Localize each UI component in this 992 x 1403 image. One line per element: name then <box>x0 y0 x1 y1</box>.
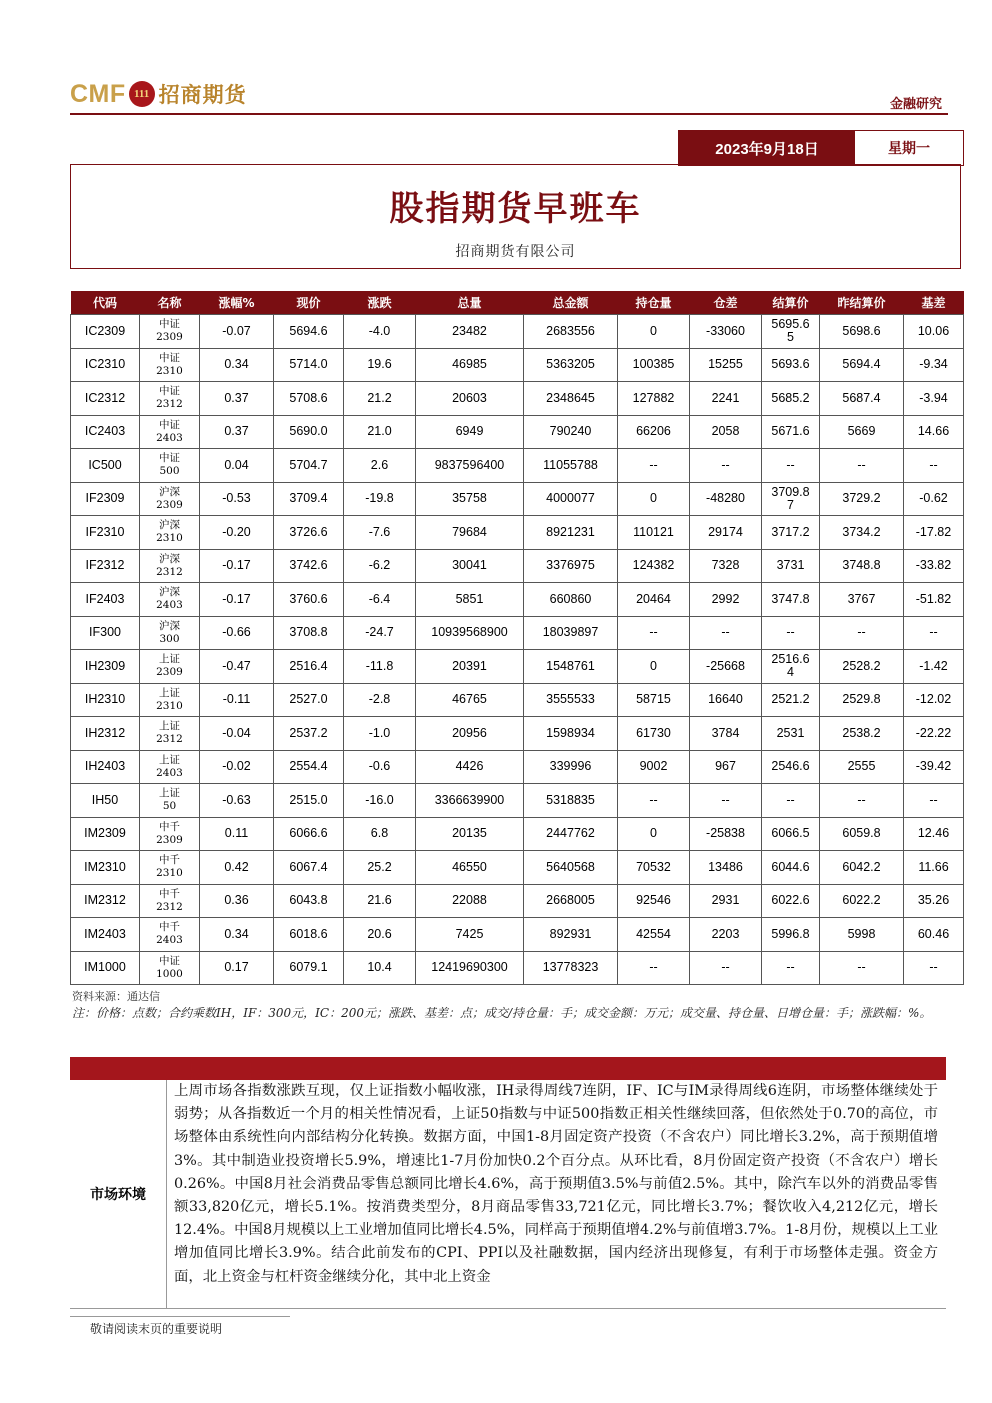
table-row <box>71 348 964 382</box>
table-cell: 20391 <box>416 650 524 684</box>
table-cell: 中千 2312 <box>140 884 200 918</box>
table-cell: 2.6 <box>344 449 416 483</box>
table-cell: -19.8 <box>344 482 416 516</box>
table-cell: -0.02 <box>200 750 274 784</box>
page-title: 股指期货早班车 <box>389 189 642 229</box>
table-row <box>71 717 964 751</box>
table-cell: 21.6 <box>344 884 416 918</box>
header-divider <box>70 113 948 115</box>
table-cell: 2528.2 <box>820 650 904 684</box>
table-cell: -- <box>618 951 690 985</box>
table-cell: -11.8 <box>344 650 416 684</box>
table-cell: 790240 <box>524 415 618 449</box>
table-cell: 0 <box>618 482 690 516</box>
table-cell: 上证 2309 <box>140 650 200 684</box>
table-cell: 22088 <box>416 884 524 918</box>
table-cell: 46765 <box>416 683 524 717</box>
table-cell: 16640 <box>690 683 762 717</box>
table-cell: 7328 <box>690 549 762 583</box>
table-row <box>71 449 964 483</box>
table-cell: 2516.4 <box>274 650 344 684</box>
table-cell: -- <box>762 449 820 483</box>
table-cell: 967 <box>690 750 762 784</box>
table-cell: 5851 <box>416 583 524 617</box>
table-cell: 13778323 <box>524 951 618 985</box>
table-cell: 5694.6 <box>274 315 344 349</box>
table-cell: -7.6 <box>344 516 416 550</box>
table-cell: 6067.4 <box>274 851 344 885</box>
table-cell: 0.17 <box>200 951 274 985</box>
table-cell: 5695.6 5 <box>762 315 820 349</box>
table-cell: 5669 <box>820 415 904 449</box>
table-cell: 29174 <box>690 516 762 550</box>
table-cell: 8921231 <box>524 516 618 550</box>
table-cell: 11055788 <box>524 449 618 483</box>
table-cell: -25838 <box>690 817 762 851</box>
table-cell: 6079.1 <box>274 951 344 985</box>
table-cell: IF2403 <box>71 583 140 617</box>
table-cell: 中证 2309 <box>140 315 200 349</box>
table-cell: 660860 <box>524 583 618 617</box>
table-cell: 2203 <box>690 918 762 952</box>
table-cell: 21.0 <box>344 415 416 449</box>
table-cell: 2931 <box>690 884 762 918</box>
table-cell: 0.37 <box>200 382 274 416</box>
table-cell: 2531 <box>762 717 820 751</box>
table-cell: IH2310 <box>71 683 140 717</box>
table-cell: -33.82 <box>904 549 964 583</box>
table-cell: -4.0 <box>344 315 416 349</box>
table-body <box>71 315 964 985</box>
table-cell: IM2310 <box>71 851 140 885</box>
column-header: 涨跌 <box>344 291 416 315</box>
table-cell: -- <box>904 784 964 818</box>
table-cell: -0.63 <box>200 784 274 818</box>
table-cell: -39.42 <box>904 750 964 784</box>
table-cell: 6059.8 <box>820 817 904 851</box>
table-cell: -0.62 <box>904 482 964 516</box>
column-header: 代码 <box>71 291 140 315</box>
table-cell: -3.94 <box>904 382 964 416</box>
table-cell: -0.53 <box>200 482 274 516</box>
table-row <box>71 415 964 449</box>
table-cell: 9002 <box>618 750 690 784</box>
table-cell: 92546 <box>618 884 690 918</box>
table-cell: 5363205 <box>524 348 618 382</box>
table-cell: 2538.2 <box>820 717 904 751</box>
table-cell: 6066.5 <box>762 817 820 851</box>
table-cell: 3366639900 <box>416 784 524 818</box>
table-cell: IM2403 <box>71 918 140 952</box>
table-cell: 3709.8 7 <box>762 482 820 516</box>
table-cell: 20.6 <box>344 918 416 952</box>
company-name: 招商期货有限公司 <box>455 244 576 260</box>
table-cell: 0.04 <box>200 449 274 483</box>
table-cell: 20135 <box>416 817 524 851</box>
table-row <box>71 549 964 583</box>
table-cell: -0.20 <box>200 516 274 550</box>
table-cell: 5704.7 <box>274 449 344 483</box>
table-cell: 5694.4 <box>820 348 904 382</box>
table-cell: IC2403 <box>71 415 140 449</box>
column-header: 基差 <box>904 291 964 315</box>
table-cell: 沪深 2310 <box>140 516 200 550</box>
table-cell: 0.34 <box>200 348 274 382</box>
table-cell: -- <box>820 449 904 483</box>
table-cell: -- <box>904 951 964 985</box>
table-cell: 9837596400 <box>416 449 524 483</box>
table-cell: 2529.8 <box>820 683 904 717</box>
table-cell: 6066.6 <box>274 817 344 851</box>
table-cell: 上证 2403 <box>140 750 200 784</box>
table-cell: 中千 2310 <box>140 851 200 885</box>
table-cell: 79684 <box>416 516 524 550</box>
table-row <box>71 918 964 952</box>
table-cell: -- <box>690 616 762 650</box>
table-cell: -0.04 <box>200 717 274 751</box>
table-cell: 中证 2310 <box>140 348 200 382</box>
department-label: 金融研究 <box>889 97 942 112</box>
table-cell: -9.34 <box>904 348 964 382</box>
table-cell: 沪深 2309 <box>140 482 200 516</box>
table-cell: 2527.0 <box>274 683 344 717</box>
table-row <box>71 482 964 516</box>
table-cell: 沪深 300 <box>140 616 200 650</box>
table-cell: IF300 <box>71 616 140 650</box>
table-cell: -16.0 <box>344 784 416 818</box>
table-cell: 5318835 <box>524 784 618 818</box>
table-cell: -51.82 <box>904 583 964 617</box>
table-cell: 2554.4 <box>274 750 344 784</box>
table-cell: -- <box>690 449 762 483</box>
table-cell: 6022.2 <box>820 884 904 918</box>
table-cell: 14.66 <box>904 415 964 449</box>
section-header-bar <box>70 1057 946 1080</box>
table-cell: IC2309 <box>71 315 140 349</box>
table-cell: 35758 <box>416 482 524 516</box>
table-row <box>71 583 964 617</box>
column-header: 名称 <box>140 291 200 315</box>
table-cell: 5698.6 <box>820 315 904 349</box>
table-cell: 0 <box>618 650 690 684</box>
table-row <box>71 784 964 818</box>
table-cell: 35.26 <box>904 884 964 918</box>
column-header: 总金额 <box>524 291 618 315</box>
table-cell: -1.0 <box>344 717 416 751</box>
table-cell: 中证 1000 <box>140 951 200 985</box>
table-cell: 61730 <box>618 717 690 751</box>
table-cell: 5690.0 <box>274 415 344 449</box>
table-cell: IF2312 <box>71 549 140 583</box>
table-cell: 18039897 <box>524 616 618 650</box>
table-cell: IH2309 <box>71 650 140 684</box>
table-cell: 6044.6 <box>762 851 820 885</box>
table-cell: -0.17 <box>200 549 274 583</box>
table-cell: 2521.2 <box>762 683 820 717</box>
table-row <box>71 851 964 885</box>
table-cell: 110121 <box>618 516 690 550</box>
table-cell: 12.46 <box>904 817 964 851</box>
column-header: 昨结算价 <box>820 291 904 315</box>
table-cell: 100385 <box>618 348 690 382</box>
table-cell: 3555533 <box>524 683 618 717</box>
table-cell: 10.06 <box>904 315 964 349</box>
table-cell: 20956 <box>416 717 524 751</box>
table-cell: 10.4 <box>344 951 416 985</box>
table-cell: 3709.4 <box>274 482 344 516</box>
table-cell: -0.66 <box>200 616 274 650</box>
table-cell: 中千 2309 <box>140 817 200 851</box>
table-cell: 124382 <box>618 549 690 583</box>
table-cell: 上证 2312 <box>140 717 200 751</box>
table-cell: 42554 <box>618 918 690 952</box>
table-cell: 5998 <box>820 918 904 952</box>
footer-divider <box>70 1316 290 1317</box>
logo-text: CMF <box>70 79 126 108</box>
table-cell: 3717.2 <box>762 516 820 550</box>
table-cell: 339996 <box>524 750 618 784</box>
table-cell: IH2403 <box>71 750 140 784</box>
table-cell: IM1000 <box>71 951 140 985</box>
table-cell: -- <box>820 616 904 650</box>
table-cell: 30041 <box>416 549 524 583</box>
table-cell: 0.36 <box>200 884 274 918</box>
table-cell: 沪深 2312 <box>140 549 200 583</box>
table-cell: IF2310 <box>71 516 140 550</box>
table-cell: -6.2 <box>344 549 416 583</box>
table-cell: 0.42 <box>200 851 274 885</box>
table-cell: 892931 <box>524 918 618 952</box>
table-cell: 中千 2403 <box>140 918 200 952</box>
table-cell: 2348645 <box>524 382 618 416</box>
table-cell: -17.82 <box>904 516 964 550</box>
table-cell: -2.8 <box>344 683 416 717</box>
table-cell: -- <box>690 951 762 985</box>
table-row <box>71 884 964 918</box>
table-cell: -- <box>820 784 904 818</box>
table-cell: 4426 <box>416 750 524 784</box>
table-cell: 0.37 <box>200 415 274 449</box>
table-cell: -- <box>904 616 964 650</box>
table-row <box>71 750 964 784</box>
table-cell: 2515.0 <box>274 784 344 818</box>
market-environment-text: 上周市场各指数涨跌互现，仅上证指数小幅收涨，IH录得周线7连阴，IF、IC与IM录得周线6连阴，市场整体继续处于弱势；从各指数近一个月的相关性情况看，上证50指数与中证500指数正相关性继续回落，但依然处于0.70的高位，市场整体由系统性向内部结构分化转换。数据方面，中国1-8月固定资产投资（不含农户）同比增长3.2%，高于预期值增3%。其中制造业投资增长5.9%，增速比1-7月份加快0.2个百分点。从环比看，8月份固定资产投资（不含农户）增长0.26%。中国8月社会消费品零售总额同比增长4.6%，高于预期值3.5%与前值2.5%。其中，除汽车以外的消费品零售额33,820亿元，增长5.1%。按消费类型分，8月商品零售33,721亿元，同比增长3.7%；餐饮收入4,212亿元，增长12.4%。中国8月规模以上工业增加值同比增长4.5%，同样高于预期值增4.2%与前值增3.7%。1-8月份，规模以上工业增加值同比增长3.9%。结合此前发布的CPI、PPI以及社融数据，国内经济出现修复，有利于市场整体走强。资金方面，北上资金与杠杆资金继续分化，其中北上资金 <box>174 1083 938 1285</box>
table-cell: 4000077 <box>524 482 618 516</box>
table-cell: 6022.6 <box>762 884 820 918</box>
column-header: 总量 <box>416 291 524 315</box>
column-header: 涨幅% <box>200 291 274 315</box>
table-cell: 46550 <box>416 851 524 885</box>
table-cell: -24.7 <box>344 616 416 650</box>
table-cell: 21.2 <box>344 382 416 416</box>
column-header: 持仓量 <box>618 291 690 315</box>
table-cell: IC2312 <box>71 382 140 416</box>
table-cell: -22.22 <box>904 717 964 751</box>
table-row <box>71 616 964 650</box>
title-box <box>70 164 961 269</box>
table-cell: 3742.6 <box>274 549 344 583</box>
table-cell: 3708.8 <box>274 616 344 650</box>
table-row <box>71 683 964 717</box>
table-cell: IM2309 <box>71 817 140 851</box>
table-header-row <box>71 291 964 315</box>
table-cell: -- <box>904 449 964 483</box>
table-cell: 3729.2 <box>820 482 904 516</box>
date-bar <box>678 130 964 166</box>
table-cell: 2546.6 <box>762 750 820 784</box>
table-cell: -- <box>618 449 690 483</box>
table-cell: 0.11 <box>200 817 274 851</box>
table-cell: 5671.6 <box>762 415 820 449</box>
table-cell: 1598934 <box>524 717 618 751</box>
table-cell: 15255 <box>690 348 762 382</box>
table-cell: 20603 <box>416 382 524 416</box>
table-cell: 5687.4 <box>820 382 904 416</box>
table-cell: 3376975 <box>524 549 618 583</box>
table-cell: 13486 <box>690 851 762 885</box>
table-cell: 2992 <box>690 583 762 617</box>
table-cell: IH50 <box>71 784 140 818</box>
table-cell: 46985 <box>416 348 524 382</box>
table-cell: -- <box>820 951 904 985</box>
table-row <box>71 516 964 550</box>
logo-chinese-name: 招商期货 <box>158 83 247 107</box>
table-cell: 7425 <box>416 918 524 952</box>
report-date: 2023年9月18日 <box>679 131 855 165</box>
table-notes: 注：价格：点数；合约乘数IH，IF：300元，IC：200元；涨跌、基差：点；成交/持仓量：手；成交金额：万元；成交量、持仓量、日增仓量：手；涨跌幅：%。 <box>72 1006 932 1020</box>
table-row <box>71 382 964 416</box>
table-cell: 3748.8 <box>820 549 904 583</box>
table-cell: 0.34 <box>200 918 274 952</box>
table-cell: 上证 2310 <box>140 683 200 717</box>
table-cell: IH2312 <box>71 717 140 751</box>
table-cell: IC2310 <box>71 348 140 382</box>
table-cell: 25.2 <box>344 851 416 885</box>
table-cell: -0.17 <box>200 583 274 617</box>
futures-quote-table <box>70 291 964 985</box>
table-cell: 127882 <box>618 382 690 416</box>
table-cell: 5640568 <box>524 851 618 885</box>
table-cell: -48280 <box>690 482 762 516</box>
table-cell: -- <box>762 784 820 818</box>
table-cell: IM2312 <box>71 884 140 918</box>
table-cell: -0.6 <box>344 750 416 784</box>
table-cell: 沪深 2403 <box>140 583 200 617</box>
table-cell: 中证 500 <box>140 449 200 483</box>
table-cell: 11.66 <box>904 851 964 885</box>
table-cell: 3760.6 <box>274 583 344 617</box>
table-row <box>71 951 964 985</box>
table-cell: 6042.2 <box>820 851 904 885</box>
table-cell: 5996.8 <box>762 918 820 952</box>
logo-emblem-icon: 111 <box>129 81 155 107</box>
table-cell: 2668005 <box>524 884 618 918</box>
table-row <box>71 315 964 349</box>
table-cell: 2555 <box>820 750 904 784</box>
table-cell: 3767 <box>820 583 904 617</box>
table-cell: 12419690300 <box>416 951 524 985</box>
table-cell: 2058 <box>690 415 762 449</box>
table-cell: 58715 <box>618 683 690 717</box>
table-cell: 70532 <box>618 851 690 885</box>
column-header: 现价 <box>274 291 344 315</box>
table-cell: -0.07 <box>200 315 274 349</box>
table-cell: -- <box>690 784 762 818</box>
table-cell: -25668 <box>690 650 762 684</box>
table-cell: 2516.6 4 <box>762 650 820 684</box>
table-cell: 5685.2 <box>762 382 820 416</box>
table-cell: 3731 <box>762 549 820 583</box>
table-cell: -6.4 <box>344 583 416 617</box>
table-cell: -- <box>618 784 690 818</box>
table-cell: 中证 2403 <box>140 415 200 449</box>
table-cell: 5708.6 <box>274 382 344 416</box>
table-cell: -1.42 <box>904 650 964 684</box>
table-cell: 2537.2 <box>274 717 344 751</box>
table-cell: 60.46 <box>904 918 964 952</box>
table-cell: IF2309 <box>71 482 140 516</box>
table-cell: 0 <box>618 817 690 851</box>
table-cell: 0 <box>618 315 690 349</box>
column-header: 仓差 <box>690 291 762 315</box>
table-cell: -- <box>762 951 820 985</box>
table-cell: 19.6 <box>344 348 416 382</box>
column-header: 结算价 <box>762 291 820 315</box>
section-bottom-divider <box>70 1308 946 1309</box>
data-source: 资料来源：通达信 <box>72 990 160 1003</box>
table-cell: 10939568900 <box>416 616 524 650</box>
table-cell: -- <box>762 616 820 650</box>
market-environment-label: 市场环境 <box>70 1080 167 1308</box>
table-cell: 1548761 <box>524 650 618 684</box>
table-cell: 2447762 <box>524 817 618 851</box>
table-cell: -12.02 <box>904 683 964 717</box>
table-cell: 5714.0 <box>274 348 344 382</box>
table-cell: 3784 <box>690 717 762 751</box>
table-cell: 3734.2 <box>820 516 904 550</box>
table-cell: 5693.6 <box>762 348 820 382</box>
table-cell: 66206 <box>618 415 690 449</box>
table-row <box>71 817 964 851</box>
table-cell: 6043.8 <box>274 884 344 918</box>
table-cell: 6.8 <box>344 817 416 851</box>
table-cell: -0.11 <box>200 683 274 717</box>
footer-disclaimer: 敬请阅读末页的重要说明 <box>90 1322 223 1336</box>
table-cell: -0.47 <box>200 650 274 684</box>
table-cell: 3726.6 <box>274 516 344 550</box>
table-cell: 3747.8 <box>762 583 820 617</box>
table-cell: -- <box>618 616 690 650</box>
table-cell: 6949 <box>416 415 524 449</box>
table-cell: 中证 2312 <box>140 382 200 416</box>
table-cell: 23482 <box>416 315 524 349</box>
table-cell: 2683556 <box>524 315 618 349</box>
company-logo <box>70 76 247 112</box>
table-cell: 上证 50 <box>140 784 200 818</box>
table-cell: -33060 <box>690 315 762 349</box>
report-weekday: 星期一 <box>888 141 930 157</box>
table-cell: 6018.6 <box>274 918 344 952</box>
table-cell: 2241 <box>690 382 762 416</box>
table-row <box>71 650 964 684</box>
table-cell: 20464 <box>618 583 690 617</box>
table-cell: IC500 <box>71 449 140 483</box>
